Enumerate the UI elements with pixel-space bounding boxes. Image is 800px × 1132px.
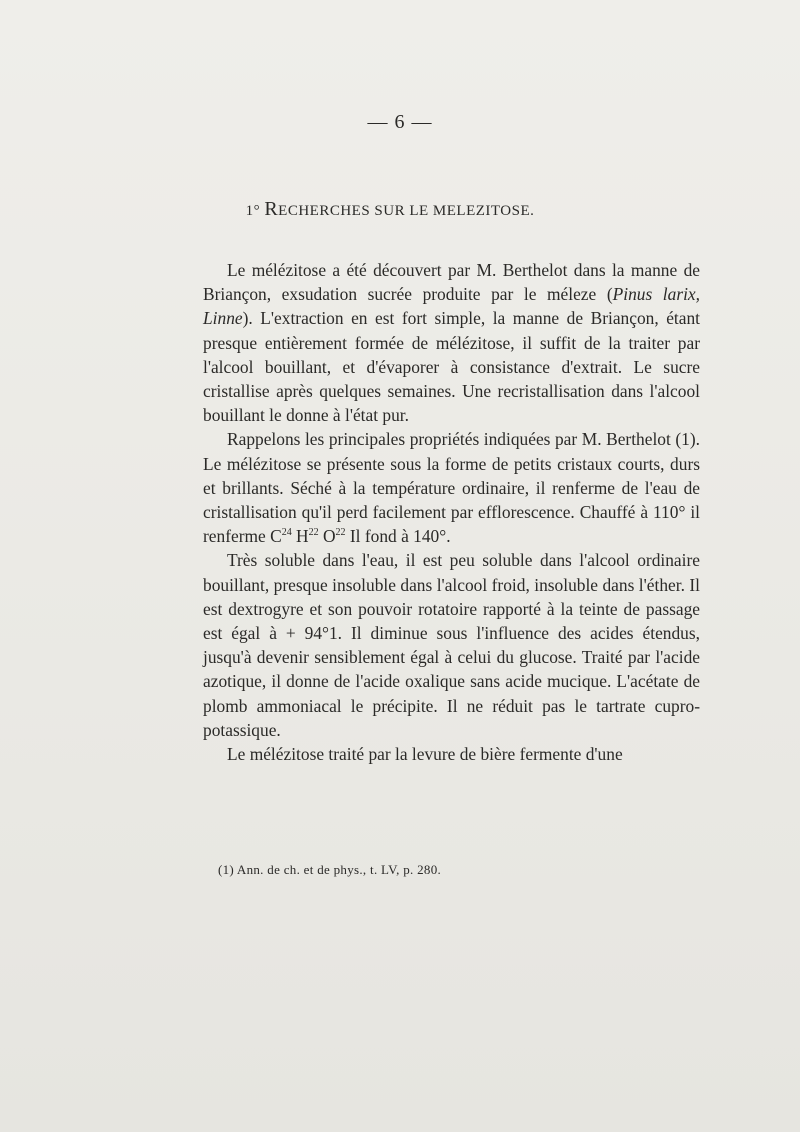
formula-hydrogen: H: [291, 526, 309, 547]
section-title: [0, 198, 780, 221]
formula-hydrogen-subscript: 22: [308, 527, 319, 539]
section-number: 1°: [245, 203, 261, 219]
paragraph-2-text-b: Il fond à 140°.: [345, 526, 451, 547]
paragraph-2-text-a: Rappelons les principales propriétés indiquées par M. Berthelot (1). Le mélézitose se présente sous la forme de petits cristaux courts, durs et brillants. Séché à la température ordinaire, il renferme de l'eau de cristallisation qu'il perd facilement par efflorescence. Chauffé à 110° il renferme C: [203, 429, 700, 547]
paragraph-1: [203, 258, 700, 427]
formula-oxygen: O: [318, 526, 336, 547]
paragraph-3: [203, 548, 700, 742]
section-title-capital: R: [264, 198, 279, 220]
formula-carbon-subscript: 24: [281, 527, 292, 539]
body-text: [203, 258, 700, 766]
paragraph-1-italic-species: Pinus larix, Linne: [203, 284, 700, 329]
paragraph-1-text-b: ). L'extraction en est fort simple, la manne de Briançon, étant presque entièrement formée de mélézitose, il suffit de la traiter par l'alcool bouillant, et d'évaporer à consistance d'extrait. Le sucre cristallise après quelques semaines. Une recristallisation dans l'alcool bouillant le donne à l'état pur.: [203, 308, 700, 426]
paragraph-4: [203, 742, 700, 766]
paragraph-1-text-a: Le mélézitose a été découvert par M. Berthelot dans la manne de Briançon, exsudation sucrée produite par le méleze (: [203, 260, 700, 305]
paragraph-2: [203, 427, 700, 548]
section-title-text: ECHERCHES SUR LE MELEZITOSE.: [278, 203, 535, 219]
paragraph-4-text: Le mélézitose traité par la levure de bière fermente d'une: [227, 744, 623, 765]
footnote: (1) Ann. de ch. et de phys., t. LV, p. 280.: [218, 862, 442, 877]
paragraph-3-text: Très soluble dans l'eau, il est peu soluble dans l'alcool ordinaire bouillant, presque insoluble dans l'alcool froid, insoluble dans l'éther. Il est dextrogyre et son pouvoir rotatoire rapporté à la teinte de passage est égal à + 94°1. Il diminue sous l'influence des acides étendus, jusqu'à devenir sensiblement égal à celui du glucose. Traité par l'acide azotique, il donne de l'acide oxalique sans acide mucique. L'acétate de plomb ammoniacal le précipite. Il ne réduit pas le tartrate cupro-potassique.: [203, 550, 700, 740]
formula-oxygen-subscript: 22: [335, 527, 346, 539]
page-number: — 6 —: [367, 111, 433, 133]
